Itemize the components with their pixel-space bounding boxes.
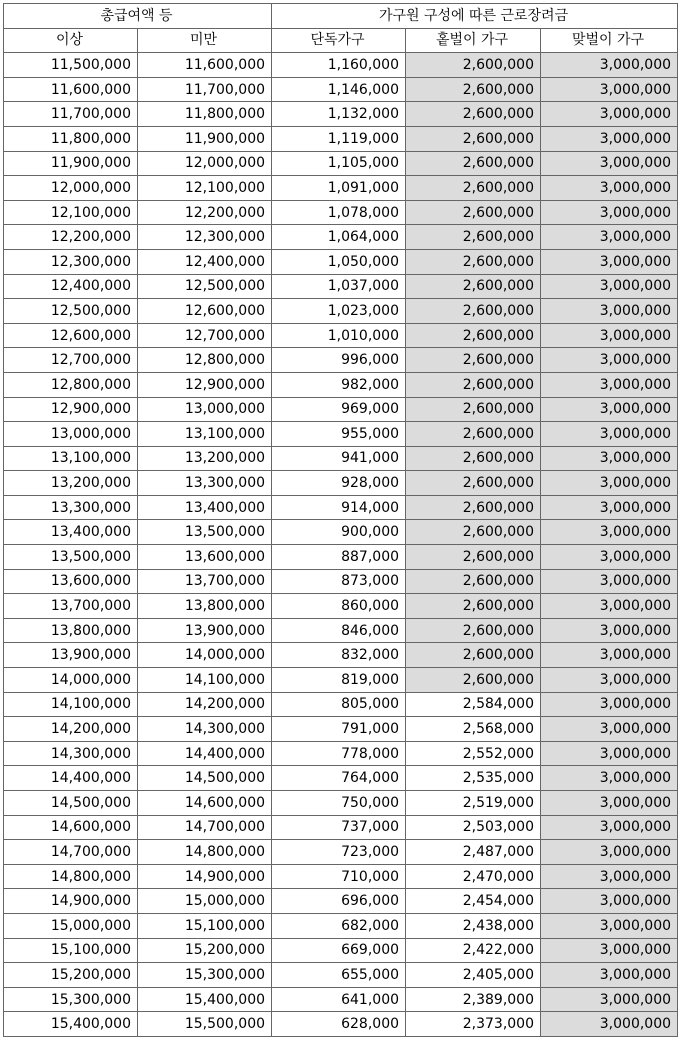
cell-one-earner: 2,600,000	[406, 200, 541, 225]
table-row	[4, 249, 678, 274]
cell-single: 778,000	[272, 741, 406, 766]
cell-one-earner: 2,600,000	[406, 249, 541, 274]
cell-one-earner: 2,470,000	[406, 864, 541, 889]
cell-max: 15,500,000	[138, 1012, 272, 1037]
cell-single: 996,000	[272, 348, 406, 373]
cell-min: 12,200,000	[4, 225, 138, 250]
cell-min: 13,600,000	[4, 569, 138, 594]
cell-single: 723,000	[272, 840, 406, 865]
cell-min: 15,400,000	[4, 1012, 138, 1037]
cell-single: 737,000	[272, 815, 406, 840]
cell-single: 873,000	[272, 569, 406, 594]
cell-single: 682,000	[272, 913, 406, 938]
header-one-earner-household: 홑벌이 가구	[406, 28, 541, 53]
cell-one-earner: 2,600,000	[406, 323, 541, 348]
cell-one-earner: 2,422,000	[406, 938, 541, 963]
table-row	[4, 864, 678, 889]
cell-dual-earner: 3,000,000	[541, 618, 678, 643]
cell-dual-earner: 3,000,000	[541, 987, 678, 1012]
cell-min: 14,200,000	[4, 717, 138, 742]
cell-max: 11,600,000	[138, 53, 272, 78]
cell-single: 655,000	[272, 963, 406, 988]
table-header	[4, 4, 678, 53]
cell-dual-earner: 3,000,000	[541, 102, 678, 127]
cell-single: 982,000	[272, 372, 406, 397]
cell-one-earner: 2,600,000	[406, 520, 541, 545]
cell-dual-earner: 3,000,000	[541, 717, 678, 742]
cell-one-earner: 2,389,000	[406, 987, 541, 1012]
cell-max: 14,900,000	[138, 864, 272, 889]
header-total-pay: 총급여액 등	[4, 4, 272, 29]
cell-one-earner: 2,438,000	[406, 913, 541, 938]
cell-min: 12,300,000	[4, 249, 138, 274]
cell-one-earner: 2,600,000	[406, 569, 541, 594]
cell-max: 12,100,000	[138, 176, 272, 201]
cell-min: 15,100,000	[4, 938, 138, 963]
cell-min: 13,500,000	[4, 545, 138, 570]
incentive-table	[3, 3, 678, 1037]
cell-min: 14,400,000	[4, 766, 138, 791]
table-row	[4, 102, 678, 127]
cell-dual-earner: 3,000,000	[541, 471, 678, 496]
table-row	[4, 766, 678, 791]
cell-min: 13,900,000	[4, 643, 138, 668]
cell-dual-earner: 3,000,000	[541, 397, 678, 422]
cell-min: 12,600,000	[4, 323, 138, 348]
header-dual-earner-household: 맞벌이 가구	[541, 28, 678, 53]
cell-dual-earner: 3,000,000	[541, 126, 678, 151]
cell-single: 832,000	[272, 643, 406, 668]
table-row	[4, 200, 678, 225]
table-row	[4, 717, 678, 742]
cell-single: 628,000	[272, 1012, 406, 1037]
cell-single: 969,000	[272, 397, 406, 422]
cell-single: 860,000	[272, 594, 406, 619]
cell-single: 928,000	[272, 471, 406, 496]
cell-min: 15,200,000	[4, 963, 138, 988]
cell-dual-earner: 3,000,000	[541, 643, 678, 668]
cell-max: 13,000,000	[138, 397, 272, 422]
table-row	[4, 151, 678, 176]
cell-one-earner: 2,600,000	[406, 446, 541, 471]
cell-dual-earner: 3,000,000	[541, 323, 678, 348]
cell-max: 12,000,000	[138, 151, 272, 176]
table-row	[4, 274, 678, 299]
cell-one-earner: 2,600,000	[406, 102, 541, 127]
cell-max: 14,800,000	[138, 840, 272, 865]
cell-single: 1,105,000	[272, 151, 406, 176]
cell-min: 13,700,000	[4, 594, 138, 619]
cell-one-earner: 2,405,000	[406, 963, 541, 988]
cell-dual-earner: 3,000,000	[541, 741, 678, 766]
cell-dual-earner: 3,000,000	[541, 815, 678, 840]
cell-dual-earner: 3,000,000	[541, 938, 678, 963]
cell-max: 14,700,000	[138, 815, 272, 840]
cell-one-earner: 2,600,000	[406, 372, 541, 397]
header-column-row	[4, 28, 678, 53]
cell-dual-earner: 3,000,000	[541, 348, 678, 373]
cell-one-earner: 2,600,000	[406, 545, 541, 570]
cell-max: 12,400,000	[138, 249, 272, 274]
cell-min: 14,100,000	[4, 692, 138, 717]
cell-single: 900,000	[272, 520, 406, 545]
cell-min: 12,100,000	[4, 200, 138, 225]
cell-dual-earner: 3,000,000	[541, 840, 678, 865]
cell-one-earner: 2,487,000	[406, 840, 541, 865]
cell-max: 14,000,000	[138, 643, 272, 668]
cell-min: 14,600,000	[4, 815, 138, 840]
table-row	[4, 741, 678, 766]
cell-max: 13,800,000	[138, 594, 272, 619]
cell-max: 14,400,000	[138, 741, 272, 766]
cell-min: 13,200,000	[4, 471, 138, 496]
cell-one-earner: 2,600,000	[406, 53, 541, 78]
cell-single: 669,000	[272, 938, 406, 963]
table-row	[4, 791, 678, 816]
cell-max: 12,800,000	[138, 348, 272, 373]
cell-single: 764,000	[272, 766, 406, 791]
table-row	[4, 815, 678, 840]
cell-single: 1,119,000	[272, 126, 406, 151]
cell-dual-earner: 3,000,000	[541, 864, 678, 889]
cell-dual-earner: 3,000,000	[541, 446, 678, 471]
table-row	[4, 422, 678, 447]
cell-max: 12,200,000	[138, 200, 272, 225]
table-row	[4, 520, 678, 545]
cell-one-earner: 2,373,000	[406, 1012, 541, 1037]
cell-single: 1,064,000	[272, 225, 406, 250]
cell-one-earner: 2,600,000	[406, 471, 541, 496]
cell-dual-earner: 3,000,000	[541, 913, 678, 938]
table-row	[4, 397, 678, 422]
cell-min: 12,000,000	[4, 176, 138, 201]
cell-min: 12,900,000	[4, 397, 138, 422]
cell-min: 13,400,000	[4, 520, 138, 545]
cell-max: 12,500,000	[138, 274, 272, 299]
table-row	[4, 889, 678, 914]
cell-single: 710,000	[272, 864, 406, 889]
table-row	[4, 53, 678, 78]
cell-max: 13,100,000	[138, 422, 272, 447]
cell-max: 14,500,000	[138, 766, 272, 791]
cell-single: 696,000	[272, 889, 406, 914]
cell-min: 14,700,000	[4, 840, 138, 865]
cell-dual-earner: 3,000,000	[541, 569, 678, 594]
cell-single: 805,000	[272, 692, 406, 717]
table-row	[4, 495, 678, 520]
header-household-incentive: 가구원 구성에 따른 근로장려금	[272, 4, 678, 29]
cell-one-earner: 2,600,000	[406, 176, 541, 201]
cell-dual-earner: 3,000,000	[541, 668, 678, 693]
cell-dual-earner: 3,000,000	[541, 692, 678, 717]
table-row	[4, 618, 678, 643]
cell-max: 13,700,000	[138, 569, 272, 594]
header-max: 미만	[138, 28, 272, 53]
cell-min: 11,500,000	[4, 53, 138, 78]
table-row	[4, 692, 678, 717]
cell-one-earner: 2,600,000	[406, 274, 541, 299]
cell-single: 791,000	[272, 717, 406, 742]
cell-one-earner: 2,600,000	[406, 668, 541, 693]
cell-min: 14,000,000	[4, 668, 138, 693]
table-row	[4, 643, 678, 668]
cell-max: 14,600,000	[138, 791, 272, 816]
cell-max: 15,300,000	[138, 963, 272, 988]
cell-max: 15,200,000	[138, 938, 272, 963]
cell-max: 13,600,000	[138, 545, 272, 570]
cell-max: 13,500,000	[138, 520, 272, 545]
table-row	[4, 299, 678, 324]
cell-single: 819,000	[272, 668, 406, 693]
header-single-household: 단독가구	[272, 28, 406, 53]
cell-min: 13,800,000	[4, 618, 138, 643]
cell-min: 12,700,000	[4, 348, 138, 373]
table-row	[4, 913, 678, 938]
cell-one-earner: 2,600,000	[406, 299, 541, 324]
table-row	[4, 963, 678, 988]
cell-min: 15,300,000	[4, 987, 138, 1012]
cell-one-earner: 2,535,000	[406, 766, 541, 791]
cell-dual-earner: 3,000,000	[541, 77, 678, 102]
cell-single: 955,000	[272, 422, 406, 447]
cell-max: 12,600,000	[138, 299, 272, 324]
cell-one-earner: 2,600,000	[406, 495, 541, 520]
cell-max: 12,900,000	[138, 372, 272, 397]
table-row	[4, 938, 678, 963]
cell-single: 1,132,000	[272, 102, 406, 127]
cell-single: 846,000	[272, 618, 406, 643]
cell-one-earner: 2,600,000	[406, 348, 541, 373]
table-row	[4, 323, 678, 348]
cell-single: 1,091,000	[272, 176, 406, 201]
cell-dual-earner: 3,000,000	[541, 1012, 678, 1037]
cell-min: 15,000,000	[4, 913, 138, 938]
table-row	[4, 126, 678, 151]
table-row	[4, 176, 678, 201]
cell-one-earner: 2,584,000	[406, 692, 541, 717]
cell-single: 641,000	[272, 987, 406, 1012]
cell-dual-earner: 3,000,000	[541, 963, 678, 988]
cell-dual-earner: 3,000,000	[541, 299, 678, 324]
cell-one-earner: 2,600,000	[406, 225, 541, 250]
cell-one-earner: 2,519,000	[406, 791, 541, 816]
cell-max: 14,200,000	[138, 692, 272, 717]
cell-single: 1,050,000	[272, 249, 406, 274]
cell-min: 11,600,000	[4, 77, 138, 102]
cell-one-earner: 2,600,000	[406, 151, 541, 176]
cell-min: 12,500,000	[4, 299, 138, 324]
cell-one-earner: 2,600,000	[406, 77, 541, 102]
cell-dual-earner: 3,000,000	[541, 545, 678, 570]
cell-single: 1,078,000	[272, 200, 406, 225]
cell-dual-earner: 3,000,000	[541, 200, 678, 225]
cell-max: 13,300,000	[138, 471, 272, 496]
cell-one-earner: 2,454,000	[406, 889, 541, 914]
table-row	[4, 668, 678, 693]
cell-single: 1,023,000	[272, 299, 406, 324]
cell-dual-earner: 3,000,000	[541, 225, 678, 250]
cell-one-earner: 2,600,000	[406, 643, 541, 668]
header-min: 이상	[4, 28, 138, 53]
cell-min: 12,400,000	[4, 274, 138, 299]
table-row	[4, 987, 678, 1012]
cell-min: 14,800,000	[4, 864, 138, 889]
cell-single: 1,037,000	[272, 274, 406, 299]
cell-max: 12,300,000	[138, 225, 272, 250]
cell-dual-earner: 3,000,000	[541, 274, 678, 299]
table-row	[4, 1012, 678, 1037]
cell-min: 14,900,000	[4, 889, 138, 914]
cell-one-earner: 2,600,000	[406, 618, 541, 643]
cell-dual-earner: 3,000,000	[541, 495, 678, 520]
cell-dual-earner: 3,000,000	[541, 151, 678, 176]
cell-max: 15,000,000	[138, 889, 272, 914]
cell-min: 13,100,000	[4, 446, 138, 471]
cell-min: 12,800,000	[4, 372, 138, 397]
cell-max: 14,100,000	[138, 668, 272, 693]
cell-one-earner: 2,552,000	[406, 741, 541, 766]
cell-dual-earner: 3,000,000	[541, 176, 678, 201]
cell-dual-earner: 3,000,000	[541, 766, 678, 791]
cell-min: 11,800,000	[4, 126, 138, 151]
header-group-row	[4, 4, 678, 29]
cell-single: 941,000	[272, 446, 406, 471]
cell-one-earner: 2,568,000	[406, 717, 541, 742]
cell-one-earner: 2,503,000	[406, 815, 541, 840]
cell-dual-earner: 3,000,000	[541, 889, 678, 914]
table-row	[4, 77, 678, 102]
cell-single: 1,160,000	[272, 53, 406, 78]
cell-dual-earner: 3,000,000	[541, 791, 678, 816]
cell-dual-earner: 3,000,000	[541, 520, 678, 545]
cell-max: 12,700,000	[138, 323, 272, 348]
cell-one-earner: 2,600,000	[406, 126, 541, 151]
cell-dual-earner: 3,000,000	[541, 372, 678, 397]
cell-dual-earner: 3,000,000	[541, 422, 678, 447]
cell-one-earner: 2,600,000	[406, 422, 541, 447]
cell-one-earner: 2,600,000	[406, 594, 541, 619]
table-row	[4, 471, 678, 496]
table-body	[4, 53, 678, 1037]
cell-min: 14,300,000	[4, 741, 138, 766]
cell-single: 887,000	[272, 545, 406, 570]
cell-dual-earner: 3,000,000	[541, 249, 678, 274]
cell-min: 11,700,000	[4, 102, 138, 127]
cell-max: 15,100,000	[138, 913, 272, 938]
cell-one-earner: 2,600,000	[406, 397, 541, 422]
cell-max: 13,900,000	[138, 618, 272, 643]
cell-single: 750,000	[272, 791, 406, 816]
cell-max: 13,400,000	[138, 495, 272, 520]
table-row	[4, 545, 678, 570]
cell-min: 13,000,000	[4, 422, 138, 447]
cell-single: 914,000	[272, 495, 406, 520]
cell-single: 1,010,000	[272, 323, 406, 348]
cell-max: 11,700,000	[138, 77, 272, 102]
cell-min: 13,300,000	[4, 495, 138, 520]
table-row	[4, 348, 678, 373]
cell-max: 11,800,000	[138, 102, 272, 127]
table-row	[4, 372, 678, 397]
table-row	[4, 446, 678, 471]
cell-dual-earner: 3,000,000	[541, 594, 678, 619]
cell-min: 11,900,000	[4, 151, 138, 176]
cell-max: 14,300,000	[138, 717, 272, 742]
cell-min: 14,500,000	[4, 791, 138, 816]
table-row	[4, 840, 678, 865]
cell-max: 11,900,000	[138, 126, 272, 151]
cell-max: 13,200,000	[138, 446, 272, 471]
cell-single: 1,146,000	[272, 77, 406, 102]
table-row	[4, 225, 678, 250]
table-row	[4, 569, 678, 594]
cell-dual-earner: 3,000,000	[541, 53, 678, 78]
cell-max: 15,400,000	[138, 987, 272, 1012]
table-row	[4, 594, 678, 619]
